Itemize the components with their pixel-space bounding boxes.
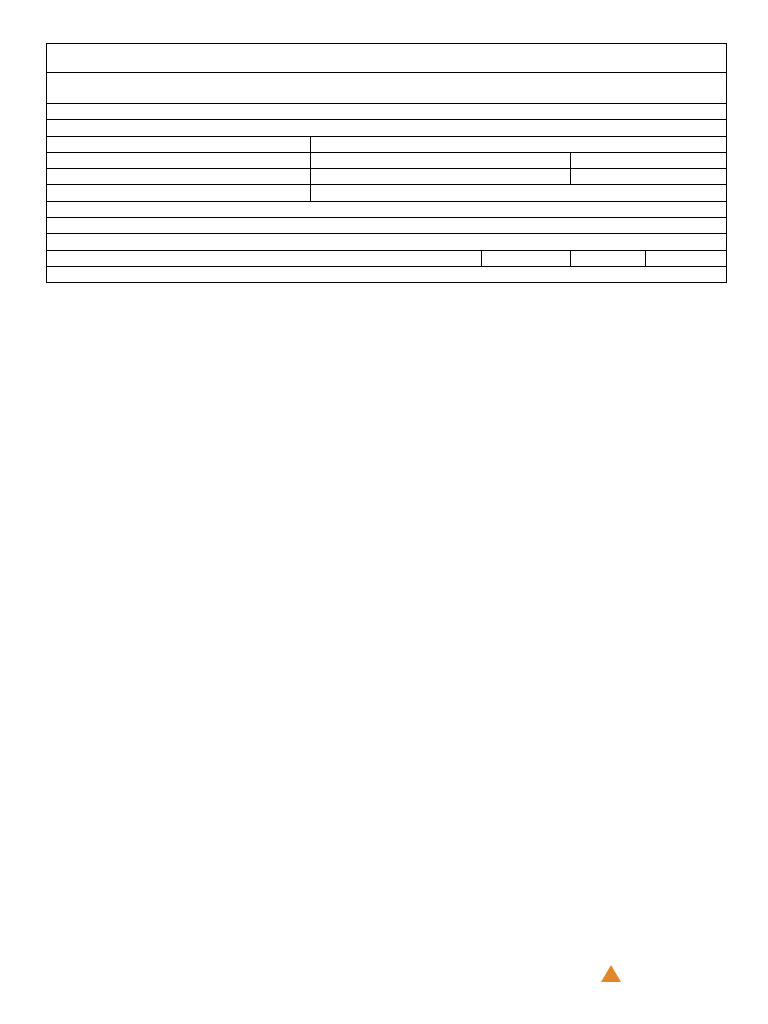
column-na	[646, 250, 727, 266]
column-no	[571, 250, 646, 266]
hazards-heading	[47, 234, 727, 250]
expiry-time[interactable]	[571, 169, 727, 185]
hazards-blank-header	[47, 250, 482, 266]
date-field[interactable]	[47, 136, 311, 152]
validity-start-time[interactable]	[571, 152, 727, 168]
mimansa-logo	[600, 960, 622, 986]
work-description-field[interactable]	[47, 218, 727, 234]
form-title	[47, 44, 727, 73]
question-outside	[47, 120, 727, 136]
column-yes	[482, 250, 571, 266]
number-of-workers-field[interactable]	[311, 185, 727, 201]
confined-heading	[47, 266, 727, 282]
expiry-label	[47, 169, 311, 185]
hot-work-permit-form	[46, 43, 727, 283]
permit-number-field[interactable]	[311, 136, 727, 152]
logo-triangle-icon	[601, 965, 621, 982]
expiry-date[interactable]	[311, 169, 571, 185]
validity-start-date[interactable]	[311, 152, 571, 168]
validity-start-label	[47, 152, 311, 168]
intro-text	[47, 73, 727, 104]
question-avoid	[47, 104, 727, 120]
work-location-field[interactable]	[47, 201, 727, 217]
work-done-by-field[interactable]	[47, 185, 311, 201]
